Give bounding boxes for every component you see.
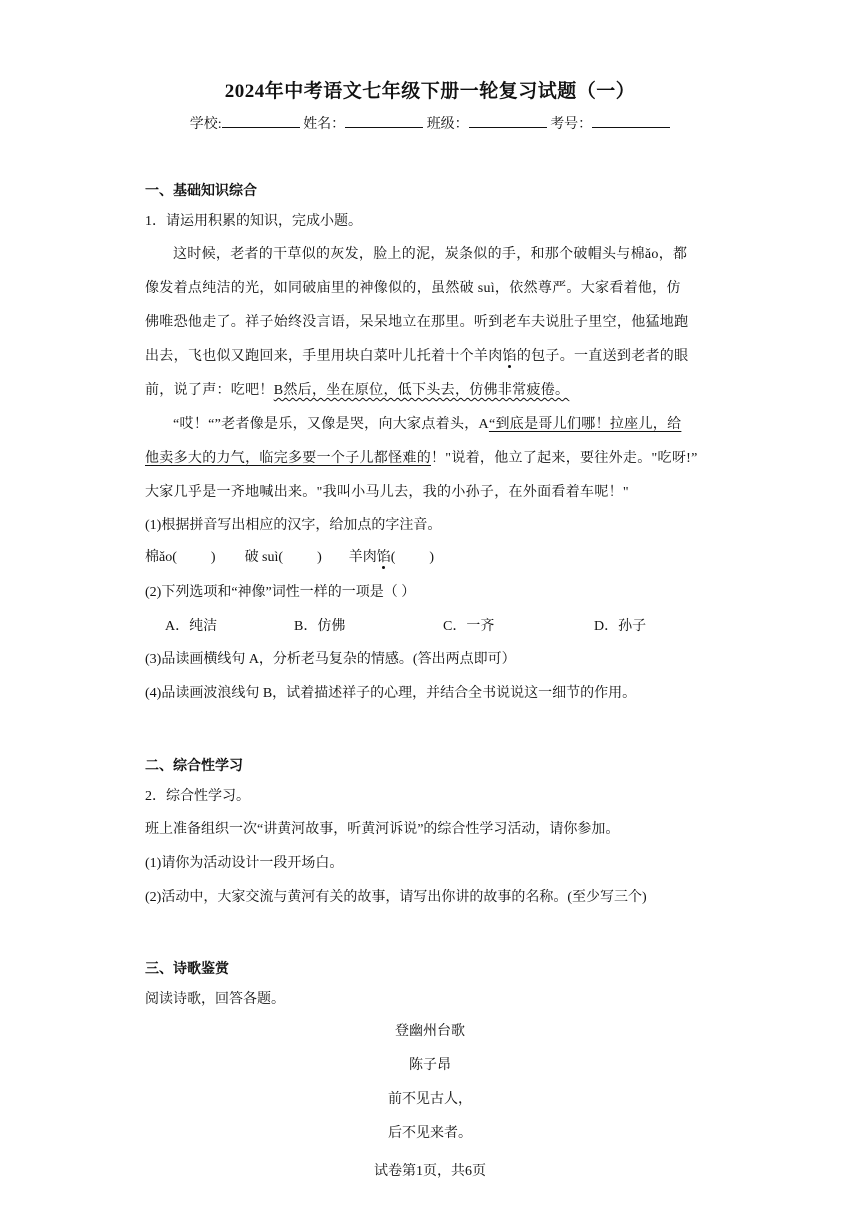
- subquestion-2: (2)下列选项和“神像”词性一样的一项是（ ）: [145, 585, 416, 600]
- passage-line: [145, 379, 569, 399]
- option-d[interactable]: D．孙子: [594, 619, 647, 634]
- underlined-sentence-a: “到底是哥儿们哪！拉座儿，给: [488, 417, 682, 432]
- subquestion-1: (1)根据拼音写出相应的汉字，给加点的字注音。: [145, 518, 442, 533]
- school-blank[interactable]: [222, 114, 300, 128]
- question1-prompt: 1．请运用积累的知识，完成小题。: [145, 214, 362, 229]
- passage-line: 像发着点纯洁的光，如同破庙里的神像似的，虽然破 suì，依然尊严。大家看着他，仿: [145, 281, 681, 296]
- fill-item-label: 羊肉: [348, 550, 377, 565]
- fill-item-label: 破 suì(: [244, 550, 284, 565]
- dotted-char: 馅: [502, 349, 517, 364]
- fill-paren: (: [390, 550, 396, 565]
- passage-line: [173, 413, 681, 433]
- question2-prompt: 2．综合性学习。: [145, 789, 250, 804]
- student-info-line: [0, 113, 860, 133]
- name-label: 姓名：: [303, 117, 346, 132]
- passage-line: [145, 345, 688, 365]
- subquestion-3: (3)品读画横线句 A，分析老马复杂的情感。(答出两点即可）: [145, 652, 516, 667]
- section2-heading: 二、综合性学习: [145, 759, 243, 774]
- poem-line: 前不见古人，: [388, 1092, 472, 1107]
- fill-paren: ): [210, 550, 216, 565]
- page-footer: 试卷第1页，共6页: [374, 1164, 486, 1179]
- subquestion-4: (4)品读画波浪线句 B，试着描述祥子的心理，并结合全书说说这一细节的作用。: [145, 686, 637, 701]
- fill-item-label: 棉ǎo(: [145, 550, 177, 565]
- underlined-sentence-a: 他卖多大的力气，临完多要一个子儿都怪难的: [145, 451, 431, 466]
- passage-line: 这时候，老者的干草似的灰发，脸上的泥，炭条似的手，和那个破帽头与棉ǎo，都: [173, 247, 688, 262]
- section3-heading: 三、诗歌鉴赏: [145, 962, 229, 977]
- option-c[interactable]: C．一齐: [443, 619, 495, 634]
- school-label: 学校:: [189, 117, 222, 132]
- passage-text: “哎！“”老者像是乐，又像是哭，向大家点着头，A: [173, 417, 489, 432]
- pinyin-fill-row: [145, 546, 434, 566]
- fill-paren: ): [317, 550, 322, 565]
- option-a[interactable]: A．纯洁: [165, 619, 218, 634]
- fill-paren: ): [429, 550, 435, 565]
- exam-no-blank[interactable]: [592, 114, 670, 128]
- section2-intro: 班上准备组织一次“讲黄河故事，听黄河诉说”的综合性学习活动，请你参加。: [145, 822, 620, 837]
- section2-subquestion-1: (1)请你为活动设计一段开场白。: [145, 856, 344, 871]
- class-label: 班级：: [426, 117, 469, 132]
- wavy-sentence-b: B然后，坐在原位，低下头去，仿佛非常疲倦。: [273, 383, 570, 398]
- poem-title: 登幽州台歌: [395, 1024, 465, 1039]
- passage-line: 佛唯恐他走了。祥子始终没言语，呆呆地立在那里。听到老车夫说肚子里空，他猛地跑: [145, 315, 689, 330]
- name-blank[interactable]: [345, 114, 423, 128]
- passage-text: 出去，飞也似又跑回来，手里用块白菜叶儿托着十个羊肉: [145, 349, 503, 364]
- page-title: 2024年中考语文七年级下册一轮复习试题（一）: [224, 81, 636, 102]
- poem-author: 陈子昂: [409, 1058, 451, 1073]
- passage-line: 大家几乎是一齐地喊出来。"我叫小马儿去，我的小孙子，在外面看着车呢！": [145, 485, 629, 500]
- passage-text: 的包子。一直送到老者的眼: [516, 349, 689, 364]
- class-blank[interactable]: [469, 114, 547, 128]
- section1-heading: 一、基础知识综合: [145, 184, 257, 199]
- option-b[interactable]: B．仿佛: [294, 619, 346, 634]
- section2-subquestion-2: (2)活动中，大家交流与黄河有关的故事，请写出你讲的故事的名称。(至少写三个): [145, 890, 647, 905]
- passage-line: [145, 447, 698, 467]
- section3-intro: 阅读诗歌，回答各题。: [145, 992, 285, 1007]
- passage-text: ！"说着，他立了起来，要往外走。"吃呀!”: [431, 451, 698, 466]
- exam-no-label: 考号：: [550, 117, 593, 132]
- passage-text: 前，说了声：吃吧！: [145, 383, 274, 398]
- dotted-char: 馅: [376, 550, 391, 565]
- poem-line: 后不见来者。: [388, 1126, 472, 1141]
